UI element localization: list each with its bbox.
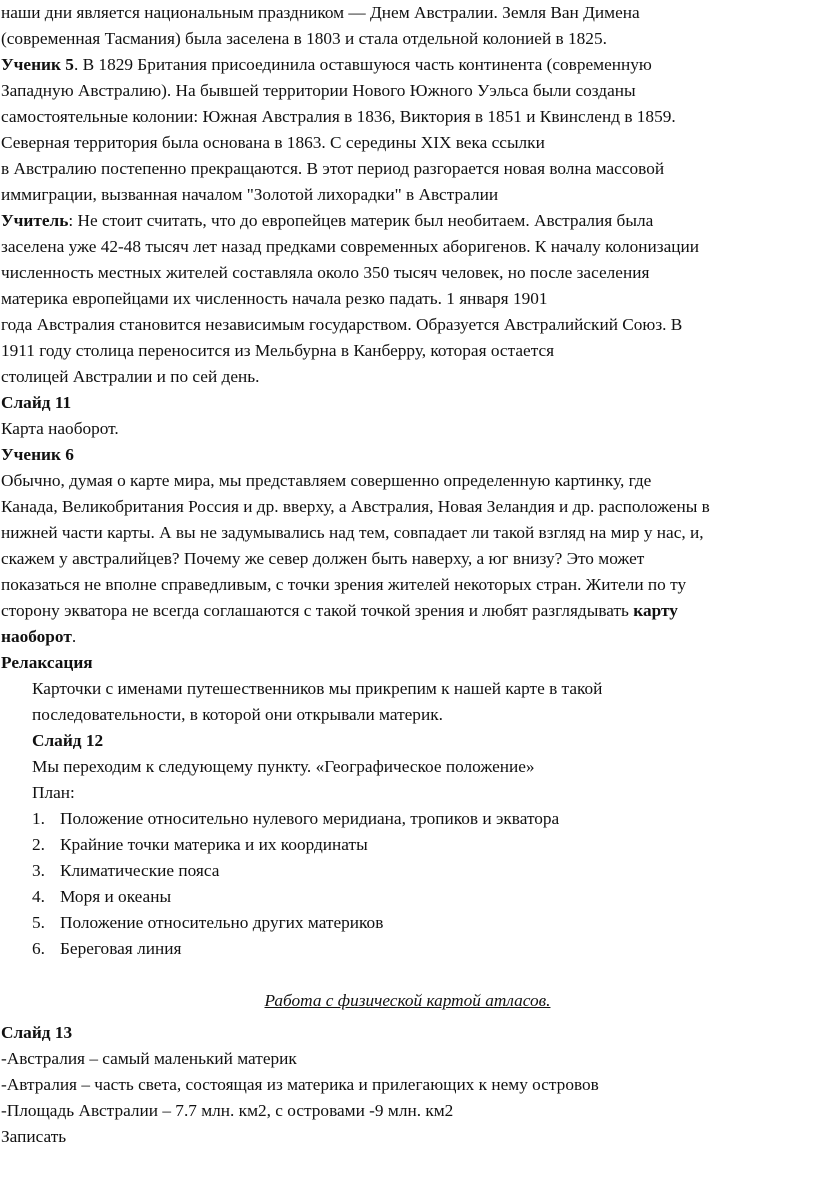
emphasis-text: наоборот — [1, 627, 72, 646]
text-line — [1, 52, 814, 78]
list-number: 2. — [32, 835, 45, 854]
section-slide-11 — [1, 390, 814, 442]
indented-block — [1, 676, 814, 806]
list-text: Береговая линия — [60, 939, 182, 958]
list-text: Крайние точки материка и их координаты — [60, 835, 368, 854]
text-line: самостоятельные колонии: Южная Австралия в 1836, Виктория в 1851 и Квинсленд в 1859. — [1, 107, 676, 126]
slide-heading: Слайд 13 — [1, 1023, 73, 1042]
list-item — [32, 858, 814, 884]
text-line: Карта наоборот. — [1, 419, 119, 438]
text-line: иммиграции, вызванная началом "Золотой лихорадки" в Австралии — [1, 185, 499, 204]
text-line: Канада, Великобритания Россия и др. вверху, а Австралия, Новая Зеландия и др. расположены в — [1, 497, 710, 516]
speaker-label: Ученик 5 — [1, 55, 74, 74]
text-line: -Автралия – часть света, состоящая из материка и прилегающих к нему островов — [1, 1075, 599, 1094]
text-fragment: : Не стоит считать, что до европейцев материк был необитаем. Австралия была — [68, 211, 654, 230]
list-item — [32, 884, 814, 910]
text-line: заселена уже 42-48 тысяч лет назад предками современных аборигенов. К началу колонизации — [1, 237, 700, 256]
text-line: Обычно, думая о карте мира, мы представляем совершенно определенную картинку, где — [1, 471, 652, 490]
text-line: года Австралия становится независимым государством. Образуется Австралийский Союз. В — [1, 315, 683, 334]
text-line: 1911 году столица переносится из Мельбурна в Канберру, которая остается — [1, 341, 555, 360]
text-line: (современная Тасмания) была заселена в 1803 и стала отдельной колонией в 1825. — [1, 29, 607, 48]
paragraph-student-6 — [1, 442, 814, 650]
section-heading: Релаксация — [1, 653, 93, 672]
text-line: -Австралия – самый маленький материк — [1, 1049, 297, 1068]
text-line: в Австралию постепенно прекращаются. В этот период разгорается новая волна массовой — [1, 159, 665, 178]
text-line: нижней части карты. А вы не задумывались над тем, совпадает ли такой взгляд на мир у нас, и, — [1, 523, 704, 542]
paragraph-student-5 — [1, 52, 814, 208]
text-line: наши дни является национальным праздником — Днем Австралии. Земля Ван Димена — [1, 3, 640, 22]
text-fragment: . — [71, 627, 77, 646]
emphasis-text: карту — [633, 601, 678, 620]
list-item — [32, 832, 814, 858]
list-text: Климатические пояса — [60, 861, 220, 880]
blank-line — [1, 962, 814, 988]
list-number: 1. — [32, 809, 45, 828]
speaker-label: Учитель — [1, 211, 69, 230]
section-slide-13 — [1, 1020, 814, 1150]
plan-list — [1, 806, 814, 962]
paragraph-history-1 — [1, 0, 814, 52]
text-line: Западную Австралию). На бывшей территории Нового Южного Уэльса были созданы — [1, 81, 636, 100]
text-line: численность местных жителей составляла около 350 тысяч человек, но после заселения — [1, 263, 650, 282]
text-line: материка европейцами их численность начала резко падать. 1 января 1901 — [1, 289, 548, 308]
list-item — [32, 936, 814, 962]
text-fragment: сторону экватора не всегда соглашаются с такой точкой зрения и любят разглядывать — [1, 601, 629, 620]
list-number: 4. — [32, 887, 45, 906]
list-text: Моря и океаны — [60, 887, 172, 906]
text-fragment: . В 1829 Британия присоединила оставшуюся часть континента (современную — [73, 55, 652, 74]
text-line — [1, 598, 814, 624]
text-line: скажем у австралийцев? Почему же север должен быть наверху, а юг внизу? Это может — [1, 549, 645, 568]
text-line: -Площадь Австралии – 7.7 млн. км2, с островами -9 млн. км2 — [1, 1101, 454, 1120]
text-line — [1, 208, 814, 234]
section-relaxation — [1, 650, 814, 806]
atlas-work-caption: Работа с физической картой атласов. — [264, 991, 551, 1010]
list-text: Положение относительно других материков — [60, 913, 384, 932]
list-item — [32, 806, 814, 832]
speaker-heading: Ученик 6 — [1, 445, 74, 464]
list-item — [32, 910, 814, 936]
plan-label: План: — [32, 783, 75, 802]
text-line: столицей Австралии и по сей день. — [1, 367, 260, 386]
text-line: последовательности, в которой они открывали материк. — [32, 705, 443, 724]
text-line: показаться не вполне справедливым, с точки зрения жителей некоторых стран. Жители по ту — [1, 575, 687, 594]
text-line: Северная территория была основана в 1863. С середины XIX века ссылки — [1, 133, 545, 152]
text-line: Мы переходим к следующему пункту. «Географическое положение» — [32, 757, 535, 776]
slide-heading: Слайд 12 — [32, 731, 104, 750]
text-line: Карточки с именами путешественников мы прикрепим к нашей карте в такой — [32, 679, 603, 698]
list-text: Положение относительно нулевого меридиана, тропиков и экватора — [60, 809, 560, 828]
list-number: 6. — [32, 939, 45, 958]
slide-heading: Слайд 11 — [1, 393, 72, 412]
text-line: Записать — [1, 1127, 67, 1146]
text-line — [1, 624, 814, 650]
list-number: 5. — [32, 913, 45, 932]
paragraph-teacher — [1, 208, 814, 390]
list-number: 3. — [32, 861, 45, 880]
